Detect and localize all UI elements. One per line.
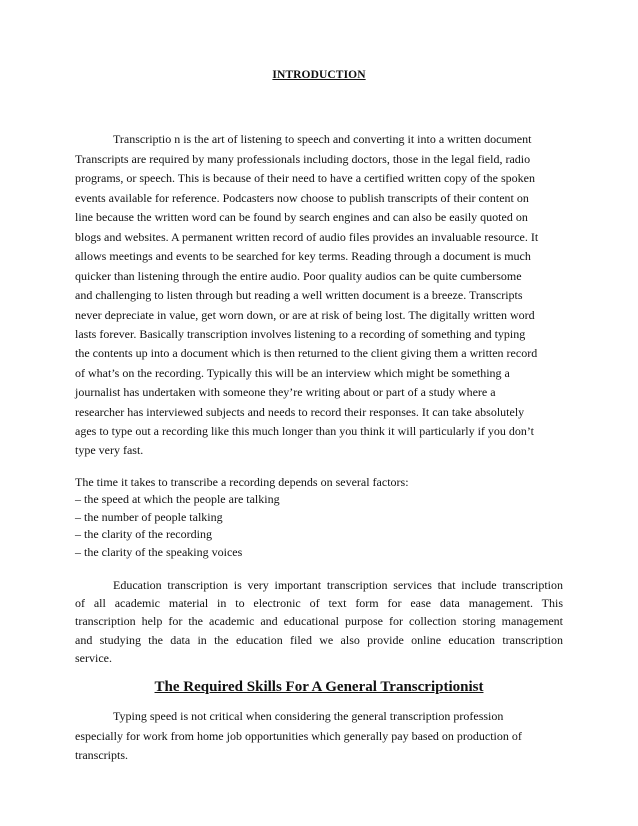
paragraph1-line: type very fast. — [75, 443, 144, 457]
paragraph1-line: quicker than listening through the entire audio. Poor quality audios can be quite cumbersome — [75, 269, 522, 283]
paragraph3-line: Education transcription is very important transcription services that include transcription — [113, 578, 563, 592]
paragraph1-line: the contents up into a document which is then returned to the client giving them a written record — [75, 346, 538, 360]
paragraph4-line: transcripts. — [75, 748, 128, 762]
factor-item: – the clarity of the speaking voices — [75, 545, 243, 559]
paragraph1-line: Transcripts are required by many professionals including doctors, those in the legal field, radio — [75, 152, 531, 166]
paragraph1-line: Transcriptio n is the art of listening to speech and converting it into a written document — [113, 132, 532, 146]
paragraph4-line: Typing speed is not critical when considering the general transcription profession — [113, 709, 504, 723]
paragraph1-line: allows meetings and events to be searched for key terms. Reading through a document is much — [75, 249, 531, 263]
section-subheading: The Required Skills For A General Transcriptionist — [154, 679, 484, 695]
factor-item: – the clarity of the recording — [75, 527, 212, 541]
paragraph3-line: service. — [75, 651, 112, 665]
factor-item: – the speed at which the people are talking — [75, 492, 280, 506]
page-heading: INTRODUCTION — [272, 69, 366, 81]
paragraph1-line: and challenging to listen through but reading a well written document is a breeze. Transcripts — [75, 288, 523, 302]
paragraph1-line: journalist has undertaken with someone they’re writing about or part of a study where a — [75, 385, 496, 399]
paragraph1-line: line because the written word can be found by search engines and can also be easily quoted on — [75, 210, 528, 224]
paragraph1-line: of what’s on the recording. Typically this will be an interview which might be something a — [75, 366, 510, 380]
paragraph1-line: events available for reference. Podcasters now choose to publish transcripts of their content on — [75, 191, 529, 205]
paragraph3-line: of all academic material in to electronic of text form for ease data management. This — [75, 596, 563, 610]
paragraph3-line: and studying the data in the education filed we also provide online education transcription — [75, 633, 563, 647]
paragraph1-line: ages to type out a recording like this much longer than you think it will particularly if you don’t — [75, 424, 535, 438]
paragraph3-line: transcription help for the academic and educational purpose for collection storing management — [75, 614, 563, 628]
paragraph1-line: never depreciate in value, get worn down, or are at risk of being lost. The digitally written word — [75, 308, 535, 322]
paragraph4-line: especially for work from home job opportunities which generally pay based on production of — [75, 729, 522, 743]
paragraph1-line: blogs and websites. A permanent written record of audio files provides an invaluable resource. It — [75, 230, 539, 244]
paragraph2-intro: The time it takes to transcribe a recording depends on several factors: — [75, 475, 409, 489]
paragraph1-line: researcher has interviewed subjects and needs to record their responses. It can take absolutely — [75, 405, 525, 419]
paragraph1-line: programs, or speech. This is because of their need to have a certified written copy of the spoken — [75, 171, 535, 185]
paragraph1-line: lasts forever. Basically transcription involves listening to a recording of something and typing — [75, 327, 526, 341]
factor-item: – the number of people talking — [75, 510, 223, 524]
